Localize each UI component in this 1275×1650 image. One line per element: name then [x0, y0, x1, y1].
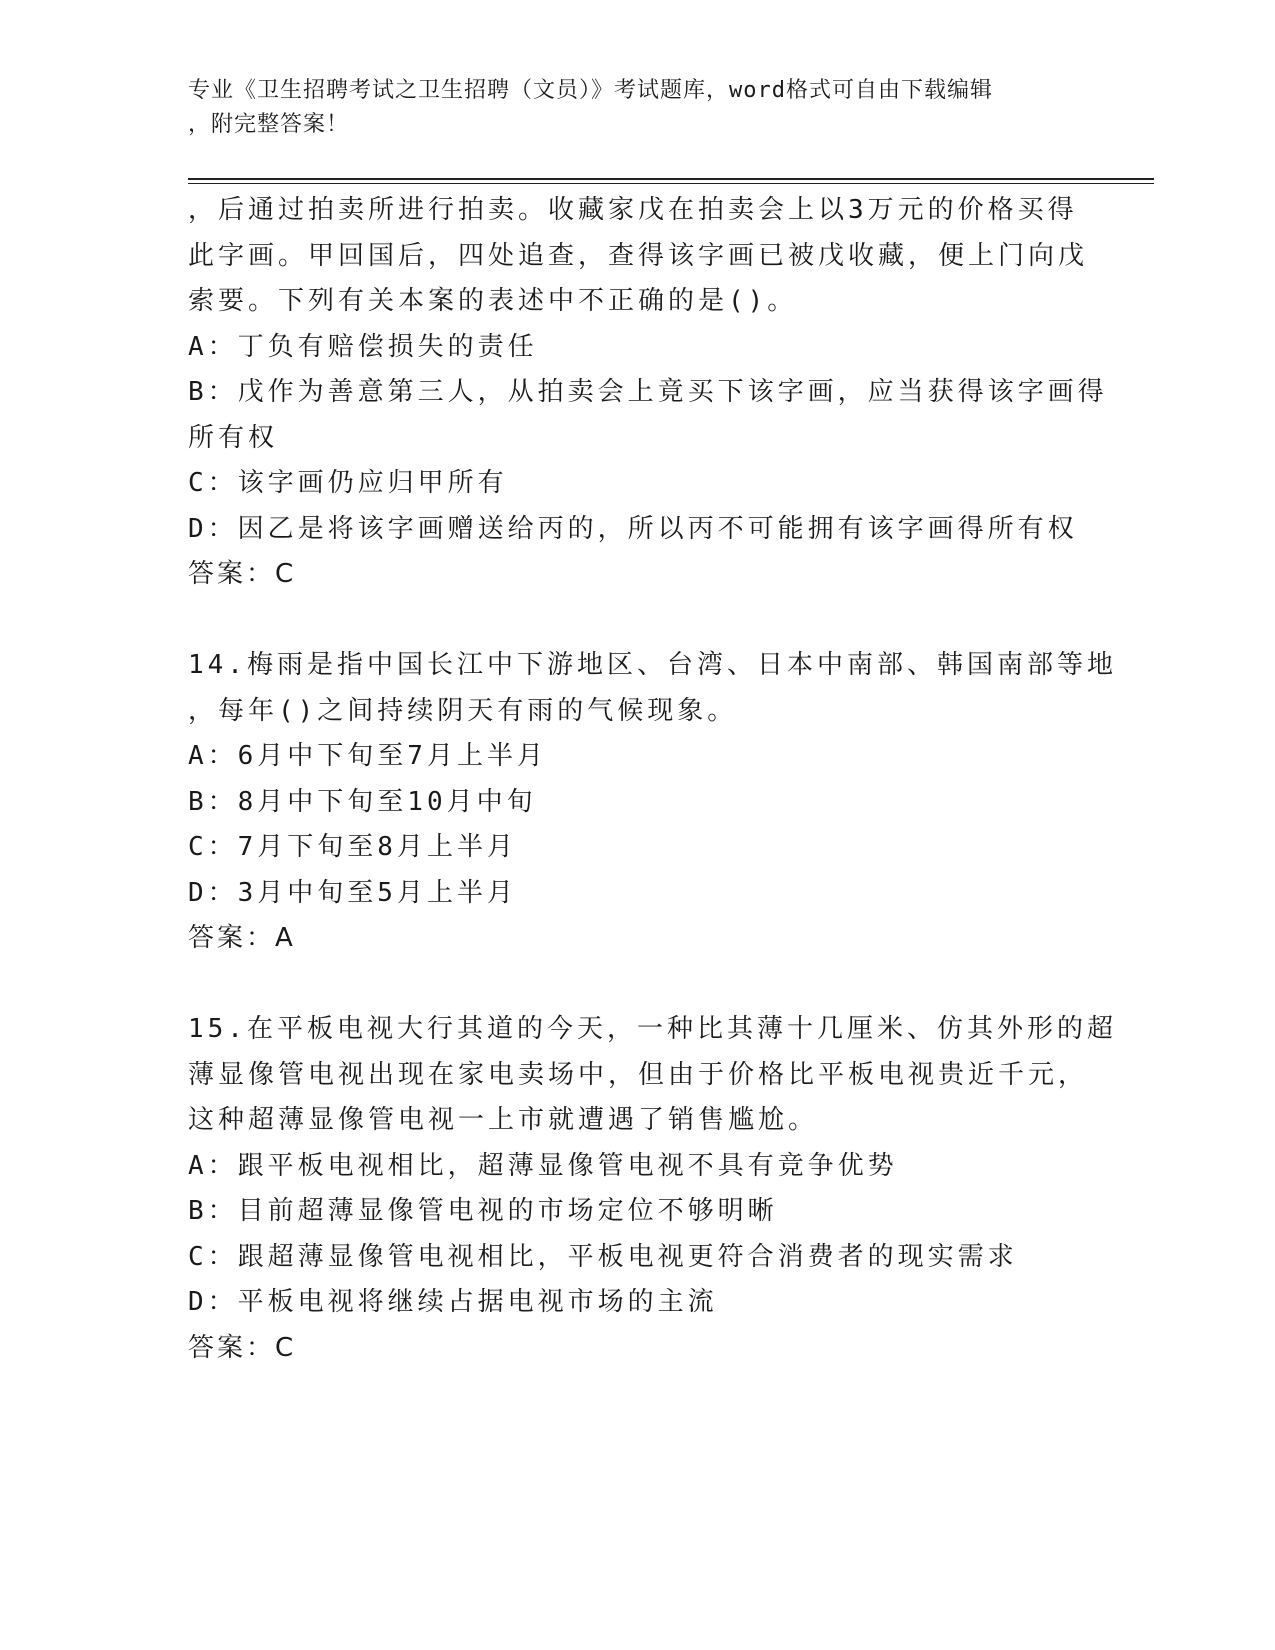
- question-stem-line: 此字画。甲回国后，四处追查，查得该字画已被戊收藏，便上门向戊: [188, 240, 1089, 271]
- header-divider-thick: [188, 178, 1154, 180]
- answer-line: 答案：C: [188, 1332, 297, 1363]
- spacer: [188, 598, 1078, 644]
- option-b: B：8月中下旬至10月中旬: [188, 786, 537, 817]
- option-b-continued: 所有权: [188, 422, 279, 453]
- question-stem-line: 14.梅雨是指中国长江中下游地区、台湾、日本中南部、韩国南部等地: [188, 650, 1117, 680]
- question-stem-line: ，后通过拍卖所进行拍卖。收藏家戊在拍卖会上以3万元的价格买得: [188, 195, 1078, 225]
- question-15: [188, 1007, 1117, 1371]
- option-a: A：丁负有赔偿损失的责任: [188, 331, 538, 362]
- header-line-2: ，附完整答案！: [188, 112, 350, 137]
- question-stem-line: 索要。下列有关本案的表述中不正确的是()。: [188, 286, 798, 316]
- option-d: D：3月中旬至5月上半月: [188, 877, 517, 908]
- question-13: [188, 188, 1108, 598]
- option-a: A：6月中下旬至7月上半月: [188, 741, 547, 771]
- question-14: [188, 643, 1117, 962]
- option-d: D：因乙是将该字画赠送给丙的，所以丙不可能拥有该字画得所有权: [188, 513, 1078, 544]
- option-b: B：目前超薄显像管电视的市场定位不够明晰: [188, 1196, 778, 1226]
- option-a: A：跟平板电视相比，超薄显像管电视不具有竞争优势: [188, 1150, 898, 1181]
- option-c: C：该字画仍应归甲所有: [188, 468, 508, 498]
- document-header: [188, 74, 1088, 142]
- question-list: [188, 188, 1117, 1371]
- question-stem-line: 15.在平板电视大行其道的今天，一种比其薄十几厘米、仿其外形的超: [188, 1014, 1117, 1044]
- header-divider-thin: [188, 183, 1154, 184]
- answer-line: 答案：A: [188, 923, 296, 953]
- option-b: B：戊作为善意第三人，从拍卖会上竟买下该字画，应当获得该字画得: [188, 377, 1108, 407]
- spacer: [188, 962, 1078, 1008]
- option-d: D：平板电视将继续占据电视市场的主流: [188, 1287, 718, 1317]
- question-stem-line: ，每年()之间持续阴天有雨的气候现象。: [188, 695, 738, 726]
- header-line-1: 专业《卫生招聘考试之卫生招聘（文员）》考试题库，word格式可自由下载编辑: [188, 78, 993, 103]
- option-c: C：跟超薄显像管电视相比，平板电视更符合消费者的现实需求: [188, 1241, 1018, 1272]
- question-stem-line: 这种超薄显像管电视一上市就遭遇了销售尴尬。: [188, 1105, 819, 1135]
- answer-line: 答案：C: [188, 559, 297, 589]
- option-c: C：7月下旬至8月上半月: [188, 832, 517, 862]
- question-stem-line: 薄显像管电视出现在家电卖场中，但由于价格比平板电视贵近千元，: [188, 1059, 1089, 1090]
